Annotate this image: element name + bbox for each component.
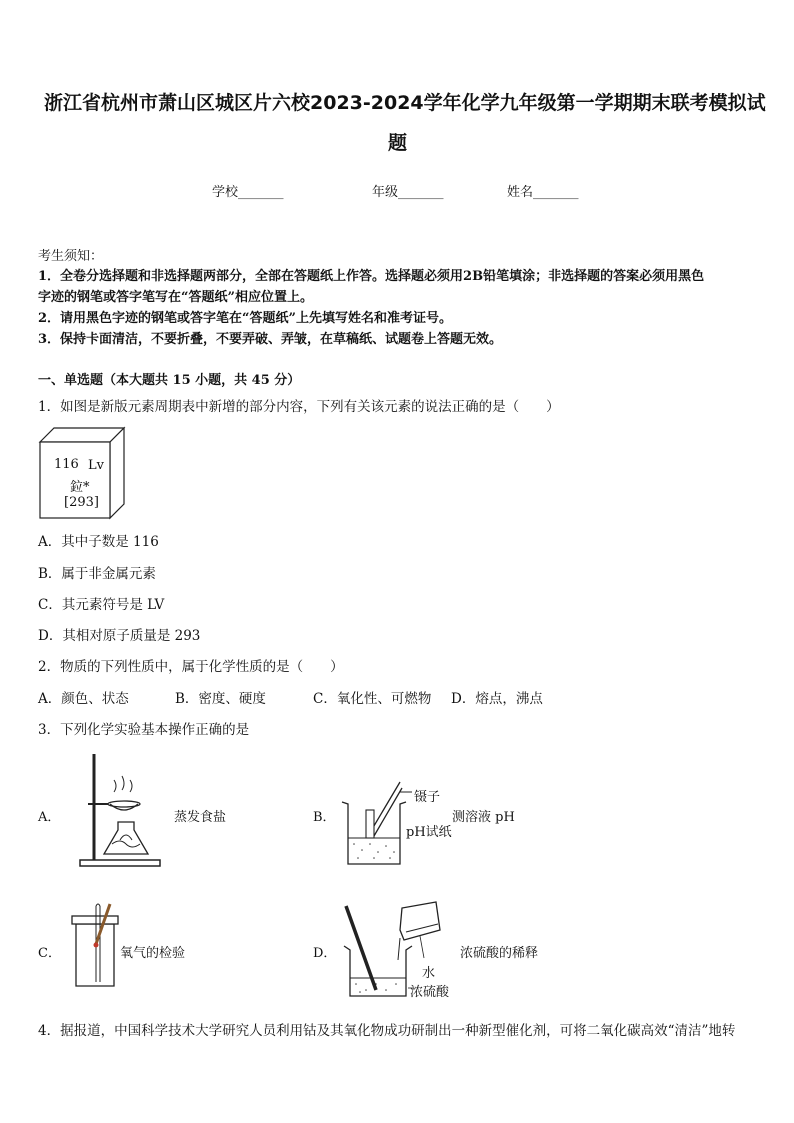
q1-stem: 1．如图是新版元素周期表中新增的部分内容，下列有关该元素的说法正确的是（ ） [38,399,560,415]
q1-option-a: A．其中子数是 116 [38,534,159,550]
element-number: 116 [54,457,79,472]
q4-stem: 4．据报道，中国科学技术大学研究人员利用钴及其氧化物成功研制出一种新型催化剂，可将二氧化碳高效“清洁”地转 [38,1023,736,1039]
q3-d-acid-label: 浓硫酸 [410,985,450,1000]
q3-stem: 3．下列化学实验基本操作正确的是 [38,722,250,738]
q3-d-water-label: 水 [422,966,436,981]
q3-b-label: 测溶液 pH [452,810,515,825]
q2-option-a: A．颜色、状态 [38,691,129,707]
q1-option-c: C．其元素符号是 LV [38,597,165,613]
q3-b-letter: B． [313,810,336,825]
notice-heading: 考生须知： [38,249,104,264]
page-title-line2: 题 [388,132,408,154]
page-title-line1: 浙江省杭州市萧山区城区片六校2023-2024学年化学九年级第一学期期末联考模拟试 [44,92,766,114]
element-name: 鉝* [70,480,90,495]
q3-a-letter: A． [38,810,61,825]
notice-line2: 2．请用黑色字迹的钢笔或答字笔在“答题纸”上先填写姓名和准考证号。 [38,311,453,326]
q2-stem: 2．物质的下列性质中，属于化学性质的是（ ） [38,659,344,675]
q1-option-b: B．属于非金属元素 [38,566,156,582]
notice-line3: 3．保持卡面清洁，不要折叠，不要弄破、弄皱，在草稿纸、试题卷上答题无效。 [38,332,503,347]
element-mass: [293] [64,495,99,510]
evaporation-apparatus-icon [76,752,166,872]
element-symbol: Lv [88,458,104,473]
notice-line1: 1．全卷分选择题和非选择题两部分，全部在答题纸上作答。选择题必须用2B铅笔填涂；非选择题的答案必须用黑色 [38,269,705,284]
q2-option-c: C．氧化性、可燃物 [313,691,432,707]
q1-option-d: D．其相对原子质量是 293 [38,628,201,644]
q3-b-tweezers-label: 镊子 [414,790,441,805]
q3-c-letter: C． [38,946,61,961]
ph-test-beaker-icon [340,780,410,870]
name-field: 姓名_______ [507,185,579,200]
q2-option-b: B．密度、硬度 [175,691,266,707]
q3-d-letter: D． [313,946,337,961]
q3-b-paper-label: pH试纸 [406,825,452,840]
q3-d-label: 浓硫酸的稀释 [460,946,539,961]
grade-field: 年级_______ [372,185,444,200]
section-heading: 一、单选题（本大题共 15 小题，共 45 分） [38,373,301,388]
q3-c-label: 氧气的检验 [120,946,186,961]
q2-option-d: D．熔点，沸点 [451,691,543,707]
school-field: 学校_______ [212,185,284,200]
oxygen-test-bottle-icon [70,902,120,992]
notice-line1b: 字迹的钢笔或答字笔写在“答题纸”相应位置上。 [38,290,313,305]
q3-a-label: 蒸发食盐 [174,810,227,825]
